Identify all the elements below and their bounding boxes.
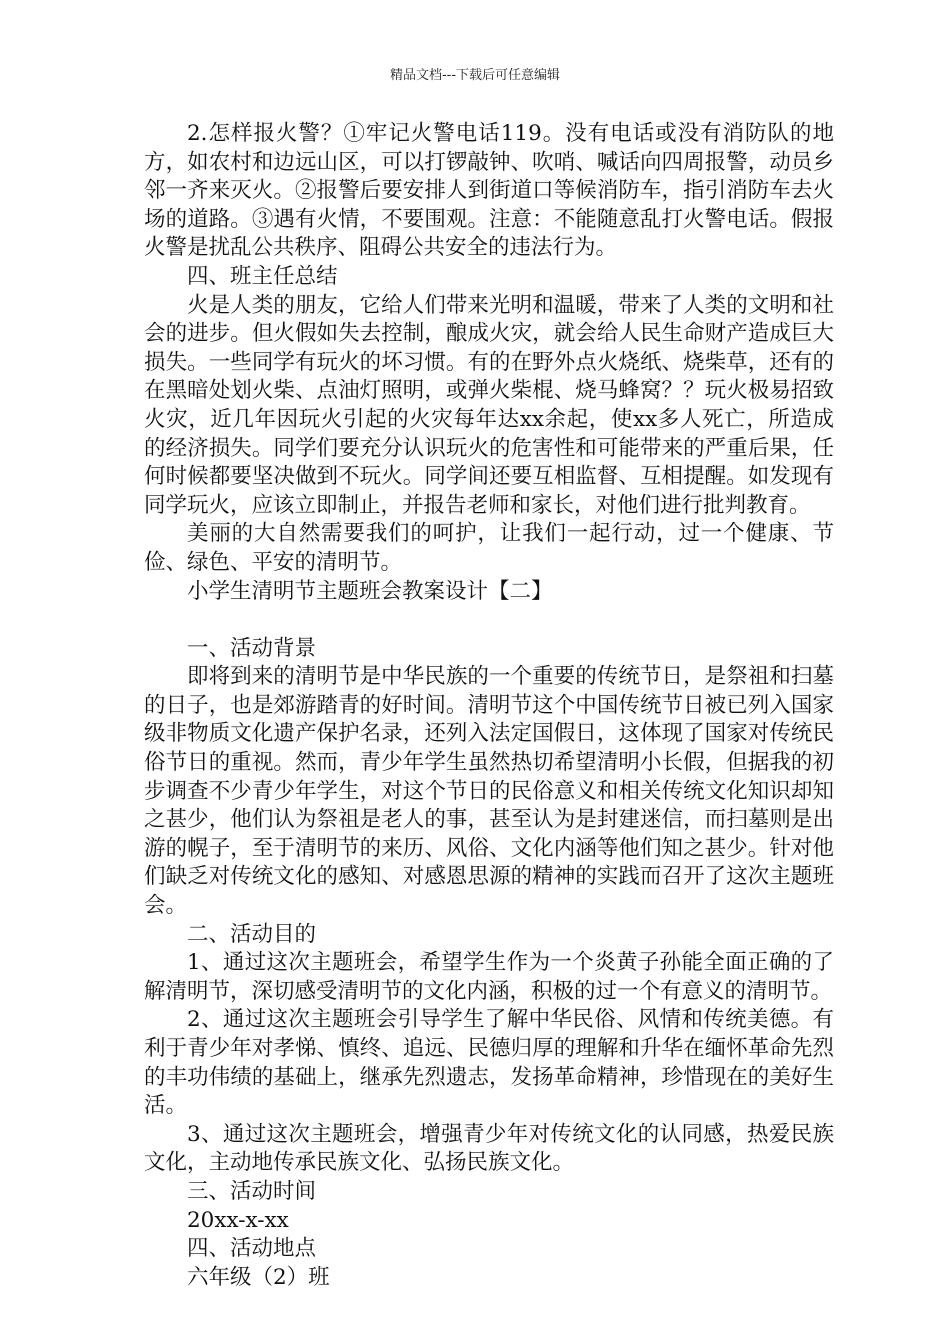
heading-teacher-summary: 四、班主任总结 [187,263,338,289]
heading-activity-purpose: 二、活动目的 [187,921,317,947]
activity-time-value: 20xx-x-xx [187,1207,289,1233]
paragraph-purpose-1: 1、通过这次主题班会，希望学生作为一个炎黄子孙能全面正确的了解清明节，深切感受清明节的文化内涵，积极的过一个有意义的清明节。 [144,950,834,1004]
paragraph-activity-background: 即将到来的清明节是中华民族的一个重要的传统节日，是祭祖和扫墓的日子，也是郊游踏青的好时间。清明节这个中国传统节日被已列入国家级非物质文化遗产保护名录，还列入法定国假日，这体现了国家对传统民俗节日的重视。然而，青少年学生虽然热切希望清明小长假，但据我的初步调查不少青少年学生，对这个节日的民俗意义和相关传统文化知识却知之甚少，他们认为祭祖是老人的事，甚至认为是封建迷信，而扫墓则是出游的幌子，至于清明节的来历、风俗、文化内涵等他们知之甚少。针对他们缺乏对传统文化的感知、对感恩思源的精神的实践而召开了这次主题班会。 [144,664,834,919]
section-title-part-two: 小学生清明节主题班会教案设计【二】 [187,578,553,604]
heading-activity-time: 三、活动时间 [187,1178,317,1204]
heading-activity-background: 一、活动背景 [187,635,317,661]
heading-activity-location: 四、活动地点 [187,1236,317,1262]
activity-location-value: 六年级（2）班 [187,1264,330,1290]
page-header: 精品文档---下载后可任意编辑 [389,68,561,83]
document-body [144,120,834,1292]
paragraph-purpose-2: 2、通过这次主题班会引导学生了解中华民俗、风情和传统美德。有利于青少年对孝悌、慎终、追远、民德归厚的理解和升华在缅怀革命先烈的丰功伟绩的基础上，继承先烈遗志，发扬革命精神，珍惜现在的美好生活。 [144,1007,834,1119]
paragraph-fire-report: 2.怎样报火警？①牢记火警电话119。没有电话或没有消防队的地方，如农村和边远山区，可以打锣敲钟、吹哨、喊话向四周报警，动员乡邻一齐来灭火。②报警后要安排人到街道口等候消防车，指引消防车去火场的道路。③遇有火情，不要围观。注意：不能随意乱打火警电话。假报火警是扰乱公共秩序、阻碍公共安全的违法行为。 [144,121,834,261]
paragraph-purpose-3: 3、通过这次主题班会，增强青少年对传统文化的认同感，热爱民族文化，主动地传承民族文化、弘扬民族文化。 [144,1121,834,1176]
paragraph-qingming-closing: 美丽的大自然需要我们的呵护，让我们一起行动，过一个健康、节俭、绿色、平安的清明节。 [144,521,834,575]
blank-line [144,606,834,635]
paragraph-fire-summary: 火是人类的朋友，它给人们带来光明和温暖，带来了人类的文明和社会的进步。但火假如失去控制，酿成火灾，就会给人民生命财产造成巨大损失。一些同学有玩火的坏习惯。有的在野外点火烧纸、烧柴草，还有的在黑暗处划火柴、点油灯照明，或弹火柴棍、烧马蜂窝？？玩火极易招致火灾，近几年因玩火引起的火灾每年达xx余起，使xx多人死亡，所造成的经济损失。同学们要充分认识玩火的危害性和可能带来的严重后果，任何时候都要坚决做到不玩火。同学间还要互相监督、互相提醒。如发现有同学玩火，应该立即制止，并报告老师和家长，对他们进行批判教育。 [144,292,834,518]
